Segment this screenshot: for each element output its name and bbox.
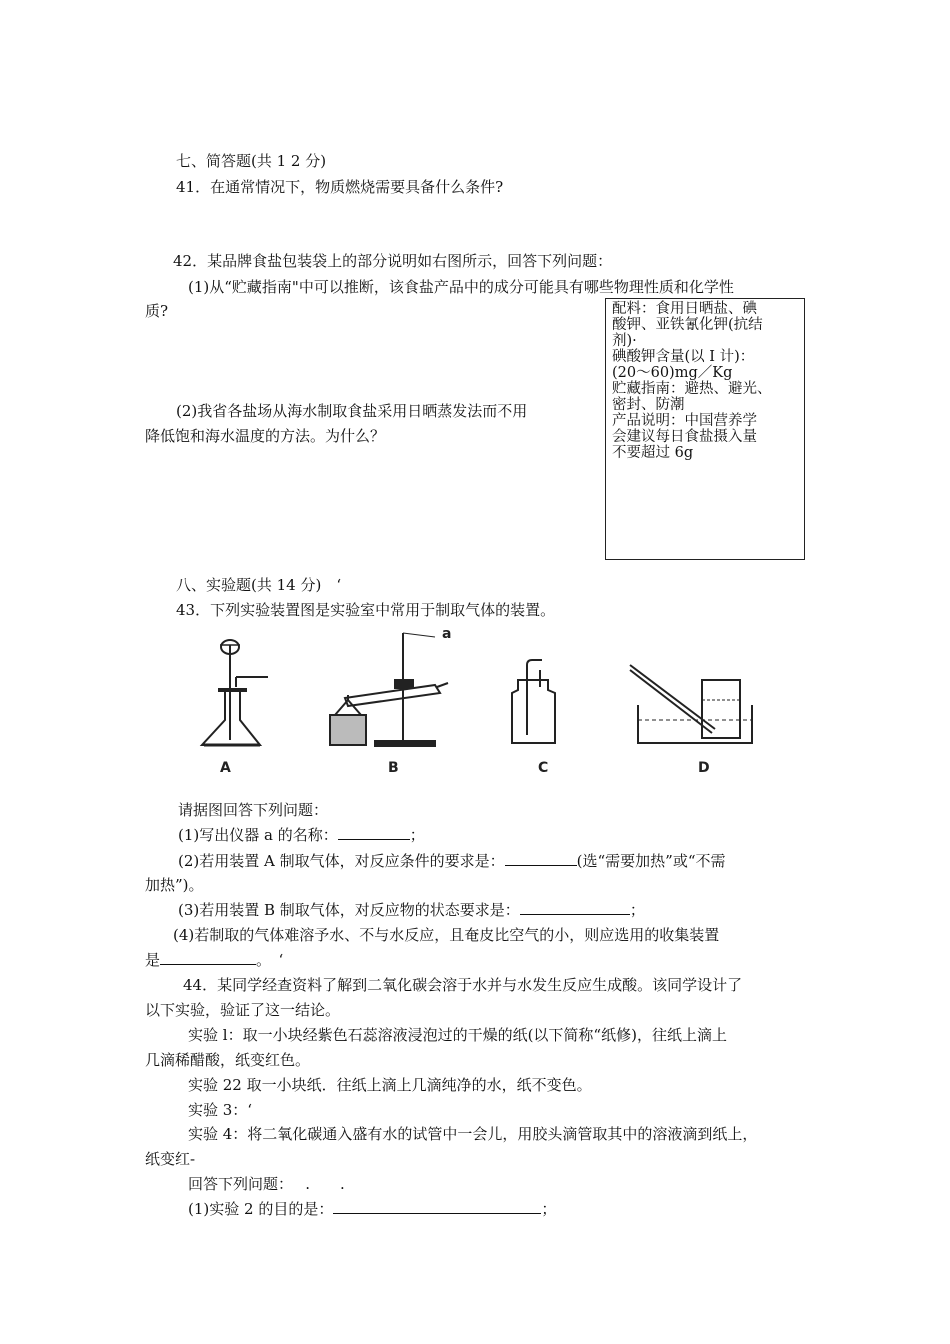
question-42-part1-cont: 质? <box>145 302 169 320</box>
section-8-heading: 八、实验题(共 14 分) ‘ <box>176 576 342 594</box>
lab-apparatus-figure <box>190 625 770 780</box>
experiment-4: 实验 4：将二氧化碳通入盛有水的试管中一会儿，用胶头滴管取其中的溶液滴到纸上， <box>188 1125 758 1143</box>
question-43-sub4-text: 是 <box>145 951 161 969</box>
apparatus-d-water-trough <box>630 665 752 743</box>
question-43-sub3-text: (3)若用装置 B 制取气体，对反应物的状态要求是： <box>178 901 520 919</box>
question-43-sub1-text: (1)写出仪器 a 的名称： <box>178 826 338 844</box>
experiment-3: 实验 3：‘ <box>188 1101 253 1119</box>
salt-label-box <box>605 298 805 560</box>
answer-blank[interactable] <box>520 900 630 915</box>
salt-label-line: 产品说明：中国营养学 <box>612 413 757 429</box>
salt-label-line: (20～60)mg／Kg <box>612 365 733 381</box>
salt-label-line: 剂)· <box>612 333 637 349</box>
salt-label-line: 会建议每日食盐摄入量 <box>612 429 757 445</box>
apparatus-label: C <box>538 760 549 776</box>
salt-label-line: 不要超过 6g <box>612 445 694 461</box>
question-43-sub1 <box>178 825 425 845</box>
question-42-intro: 42．某品牌食盐包装袋上的部分说明如右图所示，回答下列问题： <box>173 252 613 270</box>
question-43: 43．下列实验装置图是实验室中常用于制取气体的装置。 <box>176 601 556 619</box>
section-7-heading: 七、简答题(共 1 2 分) <box>176 152 327 170</box>
question-43-sub3 <box>178 900 645 920</box>
salt-label-line: 贮藏指南：避热、避光、 <box>612 381 772 397</box>
salt-label-line: 配料：食用日晒盐、碘 <box>612 301 757 317</box>
question-43-sub1-end: ； <box>409 826 425 844</box>
question-42-part1: (1)从“贮藏指南"中可以推断，该食盐产品中的成分可能具有哪些物理性质和化学性 <box>188 278 734 296</box>
question-43-sub4-cont <box>145 950 283 970</box>
apparatus-label: A <box>220 760 231 776</box>
question-42-part2: (2)我省各盐场从海水制取食盐采用日晒蒸发法而不用 <box>176 402 528 420</box>
experiment-1: 实验 l：取一小块经紫色石蕊溶液浸泡过的干燥的纸(以下简称“纸修)，往纸上滴上 <box>188 1026 727 1044</box>
salt-label-line: 酸钾、亚铁氰化钾(抗结 <box>612 317 763 333</box>
question-43-intro: 请据图回答下列问题： <box>178 801 329 819</box>
experiment-1-cont: 几滴稀醋酸，纸变红色。 <box>145 1051 311 1069</box>
question-43-sub2-text: (2)若用装置 A 制取气体，对反应条件的要求是： <box>178 852 505 870</box>
salt-label-line: 碘酸钾含量(以 I 计)： <box>612 349 755 365</box>
question-43-sub3-end: ； <box>629 901 645 919</box>
answer-blank[interactable] <box>160 950 256 965</box>
apparatus-label: D <box>698 760 710 776</box>
question-41: 41．在通常情况下，物质燃烧需要具备什么条件? <box>176 178 504 196</box>
question-44-sub1-end: ； <box>541 1200 557 1218</box>
question-44-sub1-text: (1)实验 2 的目的是： <box>188 1200 334 1218</box>
question-43-sub2 <box>178 851 725 871</box>
experiment-4-cont: 纸变红- <box>145 1150 196 1168</box>
question-44-sub1 <box>188 1199 556 1219</box>
apparatus-b-heating-setup <box>330 633 448 746</box>
question-43-sub4: (4)若制取的气体难溶予水、不与水反应，且奄皮比空气的小，则应选用的收集装置 <box>173 926 720 944</box>
question-42-part2-cont: 降低饱和海水温度的方法。为什么？ <box>145 427 386 445</box>
apparatus-a-flask <box>202 640 268 745</box>
question-43-sub2-cont: 加热”)。 <box>145 876 204 894</box>
question-43-sub2-tail: (选“需要加热”或“不需 <box>576 852 726 870</box>
pointer-label-a: a <box>442 626 452 642</box>
answer-blank[interactable] <box>333 1199 541 1214</box>
question-44-cont: 以下实验，验证了这一结论。 <box>145 1001 341 1019</box>
salt-label-line: 密封、防潮 <box>612 397 685 413</box>
answer-blank[interactable] <box>338 825 410 840</box>
answer-blank[interactable] <box>505 851 577 866</box>
question-44: 44．某同学经查资料了解到二氧化碳会溶于水并与水发生反应生成酸。该同学设计了 <box>183 976 743 994</box>
experiment-2: 实验 22 取一小块纸．往纸上滴上几滴纯净的水，纸不变色。 <box>188 1076 592 1094</box>
apparatus-c-gas-bottle <box>512 660 555 743</box>
apparatus-label: B <box>388 760 399 776</box>
question-44-answer-intro: 回答下列问题： . . <box>188 1175 345 1193</box>
question-43-sub4-end: 。 ‘ <box>256 951 284 969</box>
